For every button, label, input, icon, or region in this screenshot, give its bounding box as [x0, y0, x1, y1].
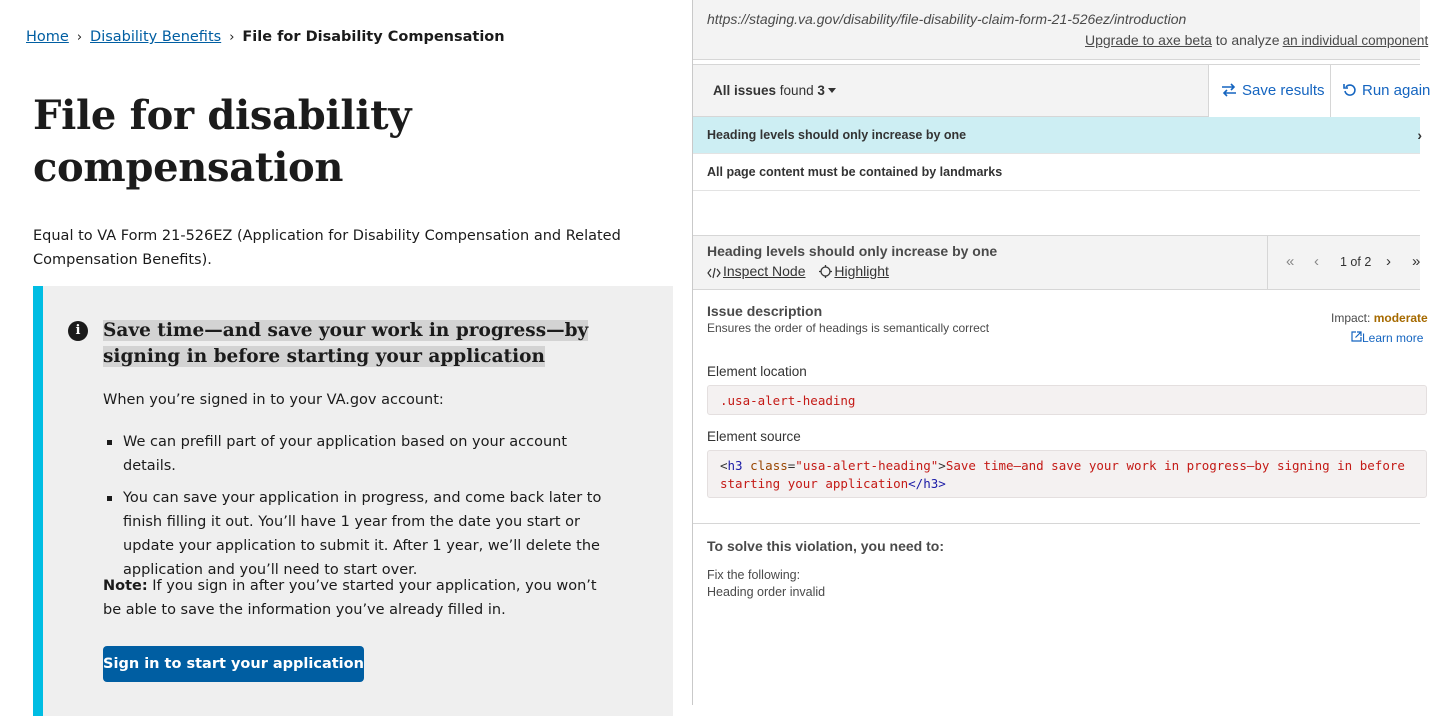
axe-devtools-panel	[692, 0, 1430, 705]
issues-filter-label: All issues	[713, 83, 777, 98]
axe-header	[693, 0, 1429, 60]
issue-pager	[1267, 236, 1427, 289]
alert-benefits-list	[103, 430, 603, 590]
upgrade-notice	[1085, 32, 1428, 48]
issue-row-heading-order[interactable]	[693, 117, 1420, 154]
code-text: starting your application	[720, 476, 909, 491]
sign-in-button[interactable]: Sign in to start your application	[103, 646, 364, 682]
run-again-button[interactable]	[1330, 65, 1430, 117]
external-link-icon	[1351, 331, 1362, 342]
scanned-url: https://staging.va.gov/disability/file-disability-claim-form-21-526ez/introduction	[707, 11, 1187, 27]
issues-found-text: found	[779, 83, 814, 98]
page-subtitle: Equal to VA Form 21-526EZ (Application for Disability Compensation and Related Compensation Benefits).	[33, 228, 621, 268]
last-page-icon[interactable]: »	[1412, 253, 1421, 270]
code-tag: h3	[727, 458, 743, 473]
issue-row-landmarks[interactable]	[693, 154, 1420, 191]
learn-more-link[interactable]	[1351, 331, 1423, 345]
first-page-icon[interactable]: «	[1286, 253, 1295, 270]
save-results-label: Save results	[1242, 82, 1325, 99]
code-attr-value: "usa-alert-heading"	[795, 458, 939, 473]
upgrade-component-link[interactable]: an individual component	[1282, 33, 1429, 48]
run-again-label: Run again	[1362, 82, 1430, 99]
va-page	[0, 0, 693, 705]
issue-detail-title: Heading levels should only increase by one	[707, 243, 998, 259]
info-icon: i	[68, 321, 88, 341]
element-location-label: Element location	[707, 364, 807, 379]
learn-more-label: Learn more	[1362, 331, 1424, 345]
code-attr-name: class	[750, 458, 788, 473]
breadcrumb-separator: ›	[229, 30, 235, 45]
upgrade-link[interactable]: Upgrade to axe beta	[1085, 32, 1212, 48]
impact-label: Impact:	[1331, 311, 1371, 325]
code-close-tag: </h3>	[908, 476, 946, 491]
issues-count: 3	[817, 83, 825, 98]
code-text: Save time—and save your work in progress—by signing in before	[945, 458, 1405, 473]
element-source-label: Element source	[707, 429, 801, 444]
breadcrumb-home-link[interactable]: Home	[26, 29, 69, 45]
list-item: You can save your application in progress, and come back later to finish filling it out. You’ll have 1 year from the date you start or update your application to submit it. After 1 year, we’ll delete the application and you’ll need to start over.	[103, 486, 603, 582]
sign-in-alert	[33, 286, 673, 716]
code-punct: <	[720, 458, 728, 473]
fix-label: Fix the following:	[707, 568, 801, 582]
solve-title: To solve this violation, you need to:	[707, 538, 944, 554]
alert-heading	[103, 318, 593, 370]
divider	[693, 523, 1420, 524]
issue-description-title: Issue description	[707, 303, 823, 319]
refresh-icon	[1343, 83, 1357, 97]
issue-actions	[707, 263, 899, 279]
highlight-label: Highlight	[834, 263, 889, 279]
fix-item: Heading order invalid	[707, 585, 826, 599]
code-icon	[707, 268, 721, 278]
inspect-node-link[interactable]	[707, 263, 806, 279]
chevron-down-icon	[828, 88, 836, 93]
note-label: Note:	[103, 578, 148, 594]
issue-title: All page content must be contained by landmarks	[707, 165, 1003, 179]
alert-intro: When you’re signed in to your VA.gov account:	[103, 392, 444, 408]
issues-filter-dropdown[interactable]	[713, 83, 836, 98]
highlight-link[interactable]	[819, 263, 888, 279]
highlight-icon	[819, 265, 832, 278]
impact-indicator	[1331, 311, 1428, 325]
alert-note	[103, 574, 613, 622]
breadcrumb-disability-link[interactable]: Disability Benefits	[90, 29, 222, 45]
element-source-code	[707, 450, 1427, 498]
issues-toolbar	[693, 64, 1430, 117]
breadcrumb-current: File for Disability Compensation	[242, 29, 505, 45]
pager-count: 1 of 2	[1340, 255, 1372, 269]
issue-description: Ensures the order of headings is semantically correct	[707, 321, 990, 335]
chevron-right-icon: ›	[1417, 127, 1422, 143]
next-page-icon[interactable]: ›	[1386, 253, 1391, 270]
note-text: If you sign in after you’ve started your application, you won’t be able to save the information you’ve already filled in.	[103, 578, 597, 618]
save-results-button[interactable]	[1208, 65, 1330, 117]
alert-heading-text: Save time—and save your work in progress—by signing in before starting your application	[103, 320, 589, 367]
inspect-node-label: Inspect Node	[723, 263, 806, 279]
swap-icon	[1221, 83, 1237, 97]
breadcrumb-separator: ›	[76, 30, 83, 45]
element-location-code: .usa-alert-heading	[707, 385, 1427, 415]
impact-value: moderate	[1373, 311, 1428, 325]
list-item: We can prefill part of your application based on your account details.	[103, 430, 603, 478]
page-title: File for disability compensation	[33, 92, 412, 191]
code-punct: =	[787, 458, 796, 473]
previous-page-icon[interactable]: ‹	[1314, 253, 1319, 270]
breadcrumb	[26, 29, 505, 45]
upgrade-text: to analyze	[1215, 32, 1280, 48]
issue-detail-header	[693, 235, 1420, 290]
issue-title: Heading levels should only increase by one	[707, 128, 967, 142]
code-punct: >	[938, 458, 946, 473]
